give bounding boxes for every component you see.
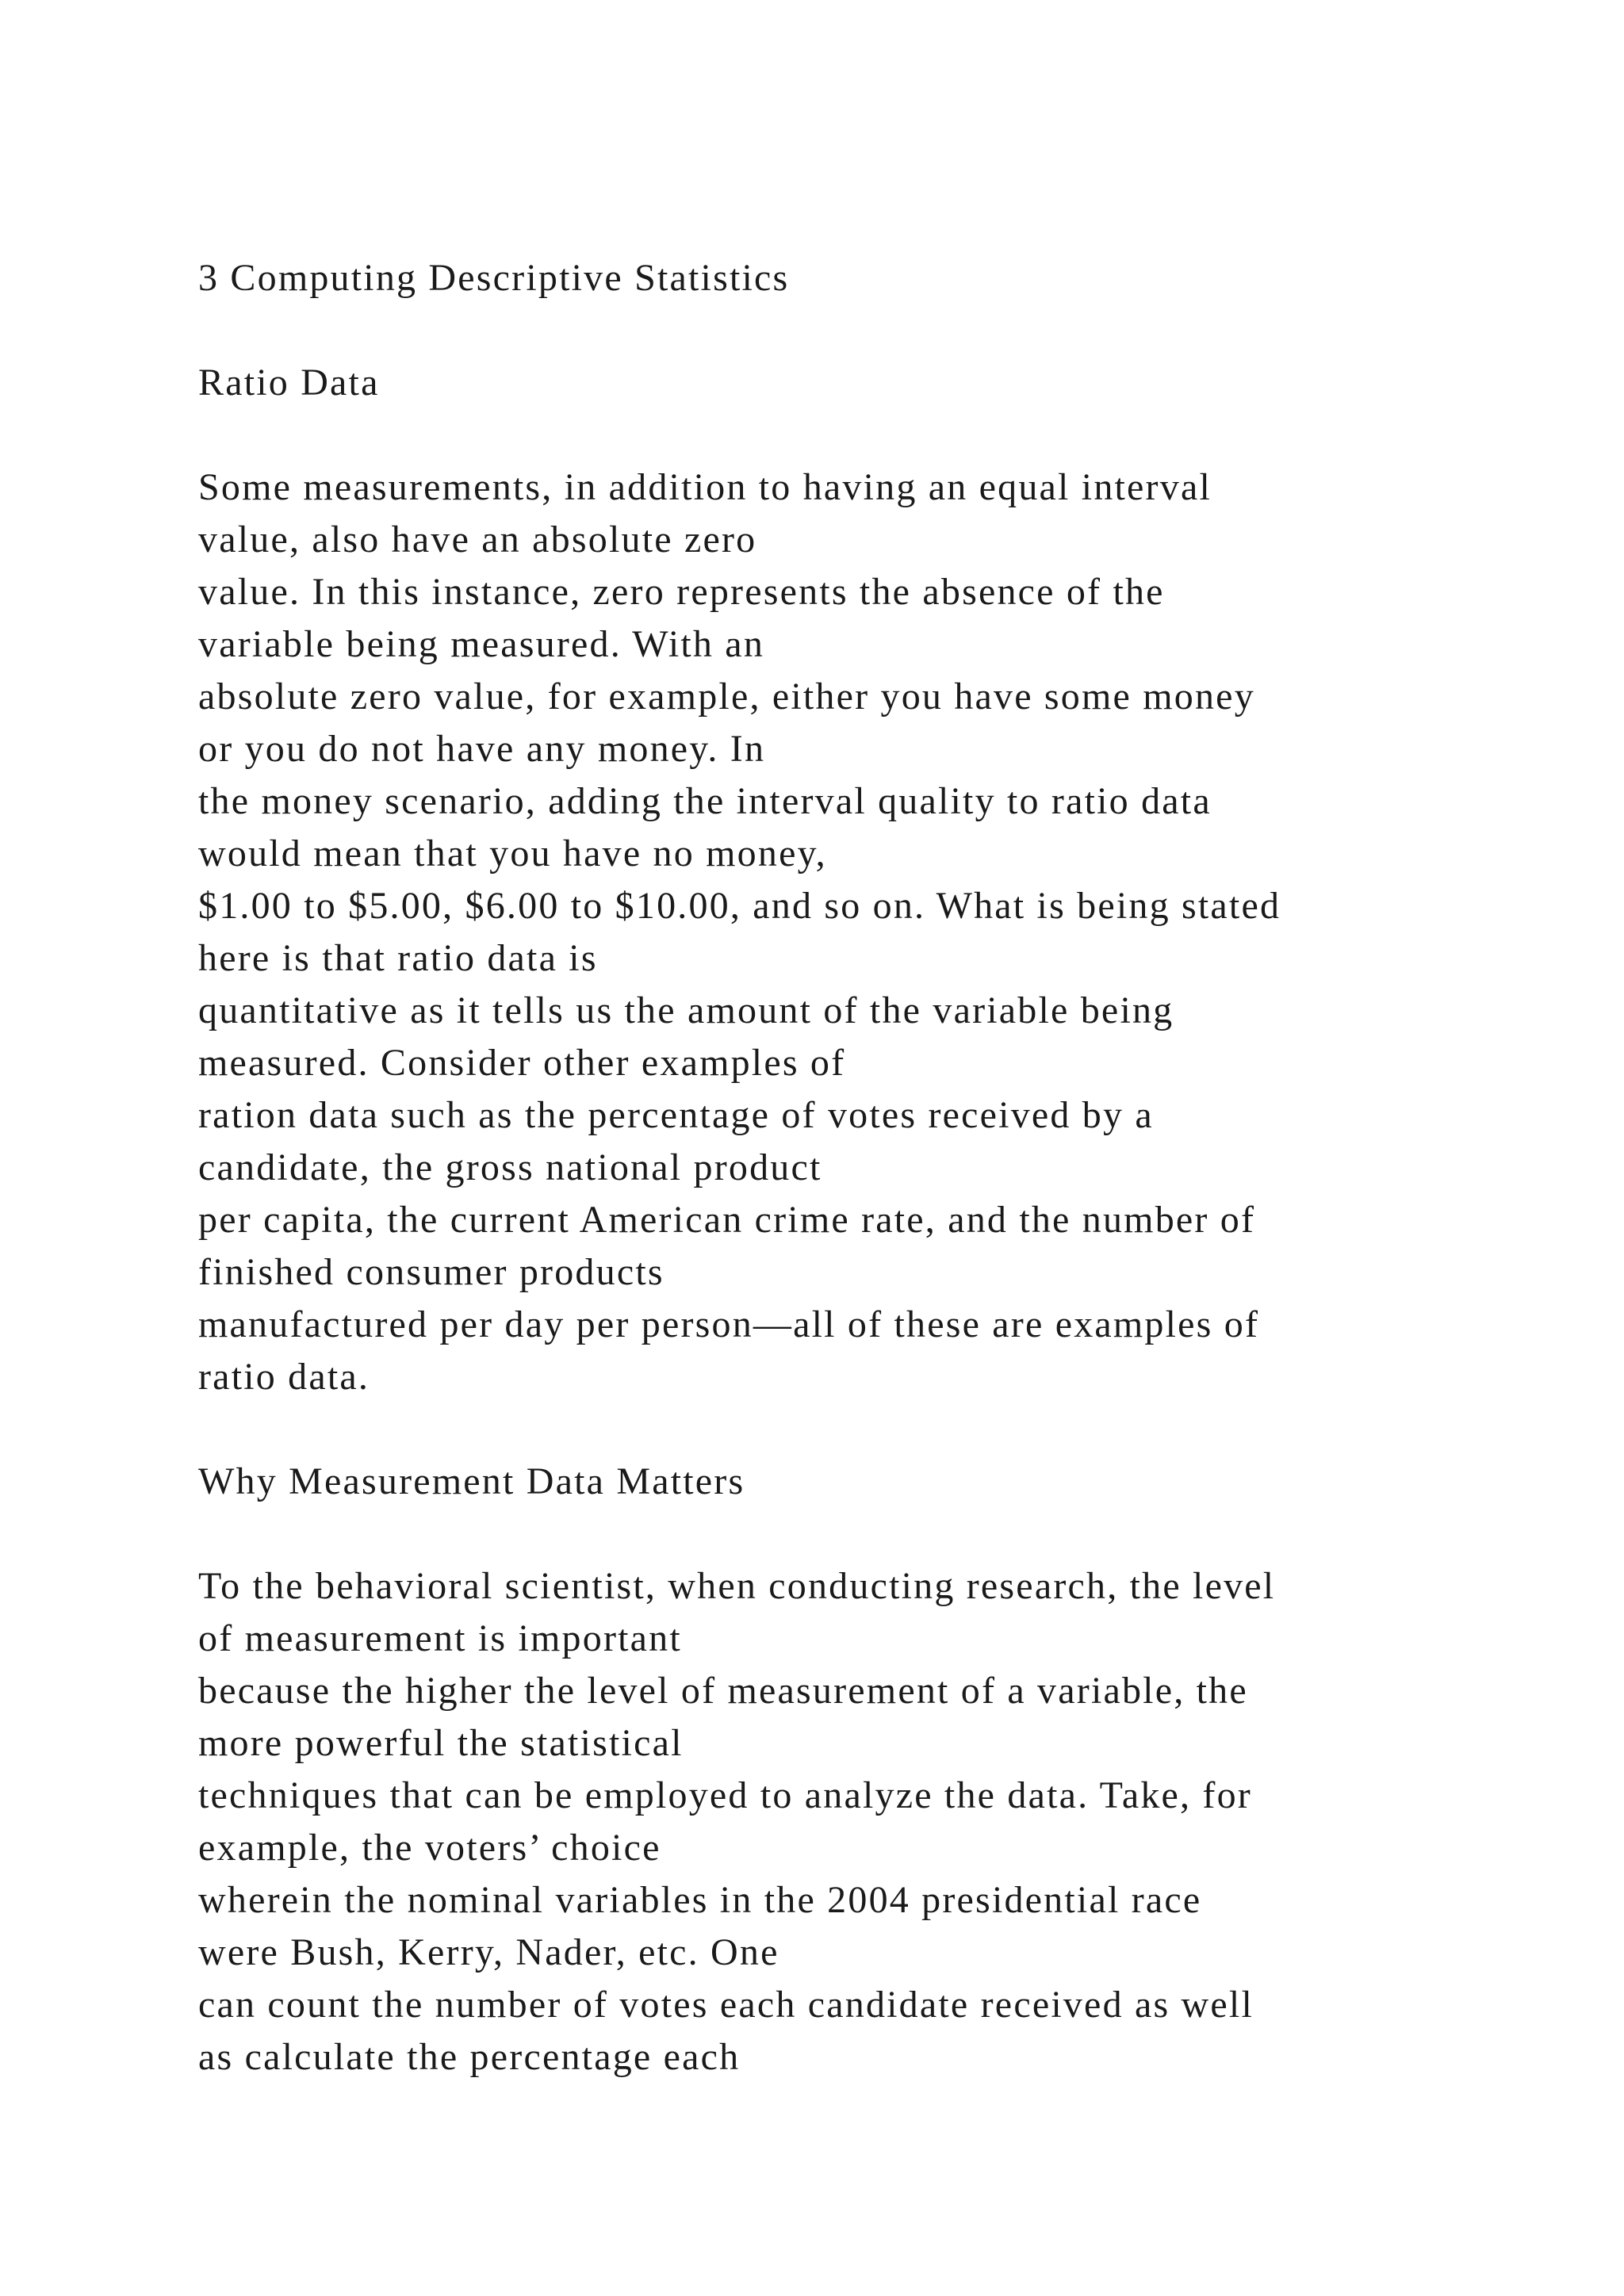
- text-line: would mean that you have no money,: [198, 832, 827, 874]
- text-line: ratio data.: [198, 1356, 370, 1398]
- text-line: can count the number of votes each candidate received as well: [198, 1984, 1254, 2026]
- text-line: ration data such as the percentage of votes received by a: [198, 1094, 1154, 1136]
- text-line: measured. Consider other examples of: [198, 1042, 846, 1084]
- text-line: or you do not have any money. In: [198, 728, 766, 770]
- text-line: value, also have an absolute zero: [198, 519, 757, 561]
- text-line: because the higher the level of measurement of a variable, the: [198, 1670, 1248, 1712]
- text-line: example, the voters’ choice: [198, 1827, 661, 1869]
- spacer: [198, 304, 1546, 357]
- text-line: variable being measured. With an: [198, 623, 765, 665]
- paragraph-ratio-data: [198, 461, 1546, 1403]
- text-line: Some measurements, in addition to having an equal interval: [198, 466, 1212, 508]
- paragraph-why-measurement-data-matters: [198, 1560, 1546, 2084]
- document-body: [198, 252, 1546, 2084]
- text-line: techniques that can be employed to analyze the data. Take, for: [198, 1774, 1252, 1816]
- spacer: [198, 1403, 1546, 1456]
- text-line: $1.00 to $5.00, $6.00 to $10.00, and so on. What is being stated: [198, 885, 1281, 927]
- text-line: value. In this instance, zero represents the absence of the: [198, 571, 1165, 613]
- spacer: [198, 409, 1546, 461]
- text-line: per capita, the current American crime rate, and the number of: [198, 1199, 1256, 1241]
- text-line: To the behavioral scientist, when conducting research, the level: [198, 1565, 1276, 1607]
- text-line: of measurement is important: [198, 1617, 682, 1659]
- text-line: as calculate the percentage each: [198, 2036, 741, 2078]
- text-line: wherein the nominal variables in the 2004 presidential race: [198, 1879, 1202, 1921]
- text-line: manufactured per day per person—all of these are examples of: [198, 1303, 1260, 1345]
- text-line: absolute zero value, for example, either you have some money: [198, 675, 1255, 718]
- section-title-ratio-data: Ratio Data: [198, 362, 380, 404]
- document-heading: 3 Computing Descriptive Statistics: [198, 257, 790, 299]
- text-line: here is that ratio data is: [198, 937, 598, 979]
- text-line: finished consumer products: [198, 1251, 665, 1293]
- spacer: [198, 1508, 1546, 1560]
- text-line: were Bush, Kerry, Nader, etc. One: [198, 1931, 779, 1973]
- section-title-why-measurement-data-matters: Why Measurement Data Matters: [198, 1460, 745, 1502]
- text-line: more powerful the statistical: [198, 1722, 684, 1764]
- text-line: candidate, the gross national product: [198, 1146, 822, 1188]
- text-line: the money scenario, adding the interval quality to ratio data: [198, 780, 1212, 822]
- text-line: quantitative as it tells us the amount of the variable being: [198, 989, 1174, 1031]
